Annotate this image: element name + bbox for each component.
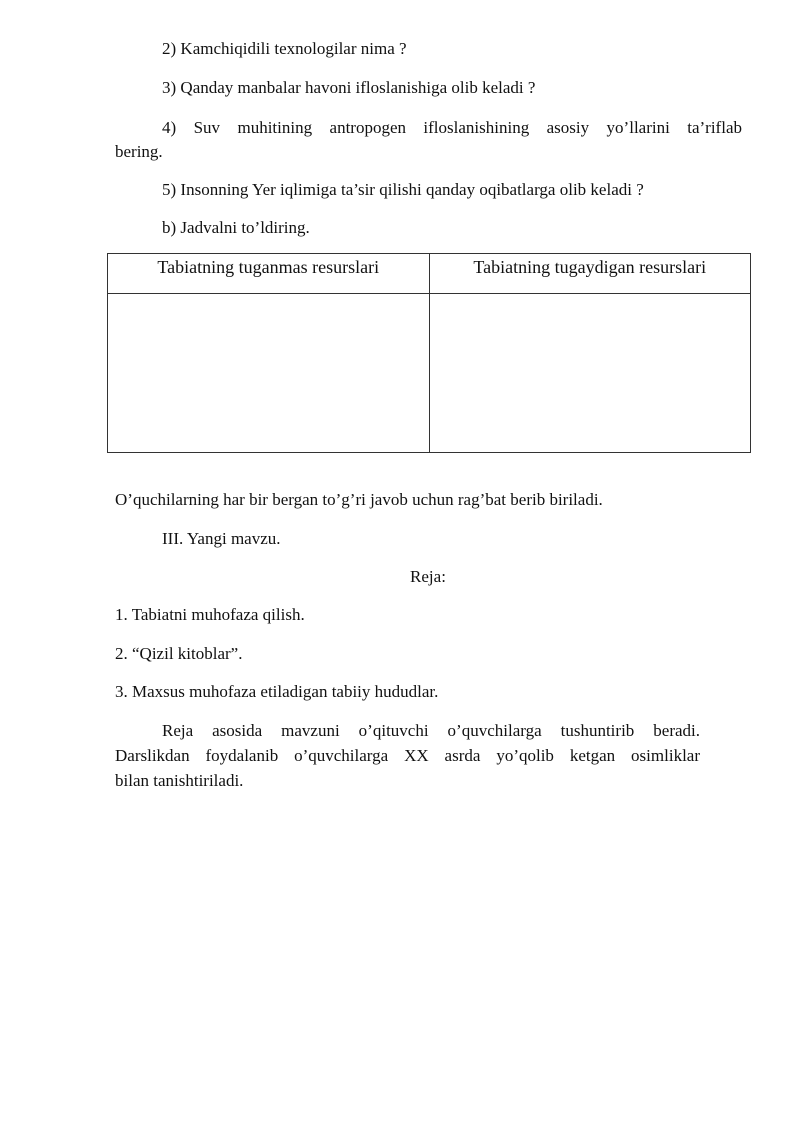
paragraph-line-3: bilan tanishtiriladi. [115,771,244,790]
table-header-row [108,254,751,294]
paragraph-line-1: Reja asosida mavzuni o’qituvchi o’quvchilarga tushuntirib beradi. [162,721,700,740]
table-row [108,294,751,453]
plan-heading: Reja: [410,567,446,586]
plan-item-3: 3. Maxsus muhofaza etiladigan tabiiy hududlar. [115,682,439,701]
table-cell-exhaustible[interactable] [429,294,751,453]
plan-item-2: 2. “Qizil kitoblar”. [115,644,243,663]
table-cell-inexhaustible[interactable] [108,294,430,453]
question-5: 5) Insonning Yer iqlimiga ta’sir qilishi qanday oqibatlarga olib keladi ? [162,180,644,199]
question-3: 3) Qanday manbalar havoni ifloslanishiga olib keladi ? [162,78,536,97]
plan-item-1: 1. Tabiatni muhofaza qilish. [115,605,305,624]
section-title: III. Yangi mavzu. [162,529,281,548]
question-4-line-2: bering. [115,142,163,161]
header-inexhaustible-resources: Tabiatning tuganmas resurslari [108,254,430,294]
reward-note: O’quchilarning har bir bergan to’g’ri javob uchun rag’bat berib biriladi. [115,490,603,509]
paragraph-line-2: Darslikdan foydalanib o’quvchilarga XX asrda yo’qolib ketgan osimliklar [115,746,700,765]
question-2: 2) Kamchiqidili texnologilar nima ? [162,39,407,58]
header-exhaustible-resources: Tabiatning tugaydigan resurslari [429,254,751,294]
resources-table [107,253,751,453]
question-4-line-1: 4) Suv muhitining antropogen ifloslanishining asosiy yo’llarini ta’riflab [162,118,742,137]
task-b: b) Jadvalni to’ldiring. [162,218,310,237]
